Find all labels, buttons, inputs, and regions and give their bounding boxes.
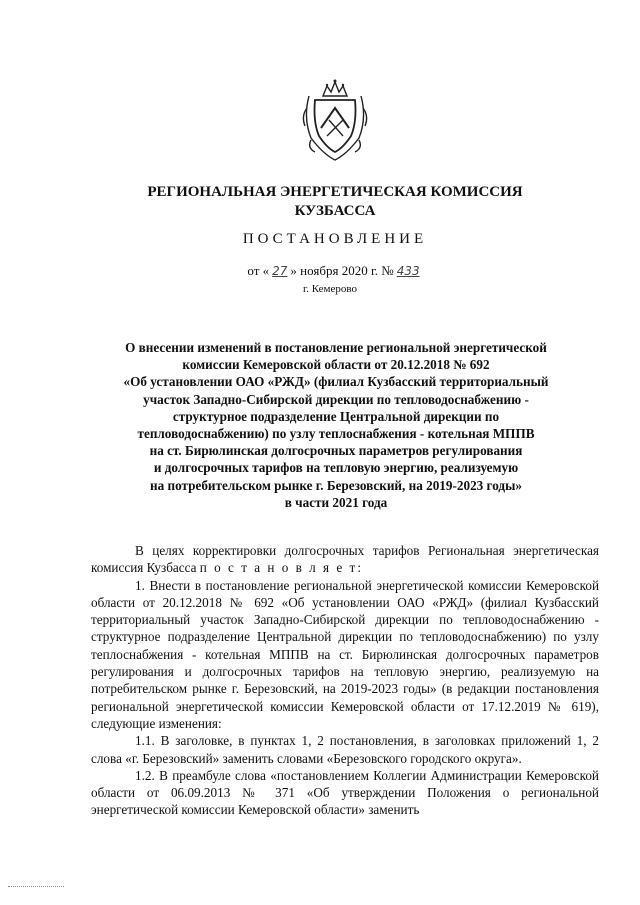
- item-1-2-paragraph: 1.2. В преамбуле слова «постановлением Коллегии Администрации Кемеровской области от 06.09.2013 № 371 «Об утверждении Положения о региональной энергетической комиссии Кемеровской области» заменить: [91, 767, 599, 818]
- title-line: О внесении изменений в постановление региональной энергетической: [125, 340, 547, 355]
- city: г. Кемерово: [302, 283, 358, 295]
- date-mid: » ноября 2020 г. №: [290, 263, 394, 278]
- document-type: ПОСТАНОВЛЕНИЕ: [242, 231, 428, 247]
- organization-name-line2: КУЗБАССА: [294, 203, 376, 219]
- item-1-1-paragraph: 1.1. В заголовке, в пунктах 1, 2 постановления, в заголовках приложений 1, 2 слова «г. Березовский» заменить словами «Березовского городского округа».: [91, 733, 599, 766]
- title-line: на ст. Бирюлинская долгосрочных параметров регулирования: [149, 443, 523, 459]
- date-prefix: от «: [247, 263, 270, 278]
- organization-name-line1: РЕГИОНАЛЬНАЯ ЭНЕРГЕТИЧЕСКАЯ КОМИССИЯ: [147, 184, 523, 200]
- document-body: [91, 542, 599, 819]
- preamble-resolves: п о с т а н о в л я е т:: [199, 560, 363, 576]
- title-line: участок Западно-Сибирской дирекции по тепловодоснабжению -: [143, 391, 529, 407]
- item-1-paragraph: 1. Внести в постановление региональной энергетической комиссии Кемеровской области от 20.12.2018 № 692 «Об установлении ОАО «РЖД» (филиал Кузбасский территориальный участок Западно-Сибирской дирекции по тепловодоснабжению - структурное подразделение Центральной дирекции по тепловодоснабжению) по узлу теплоснабжения - котельная МППВ на ст. Бирюлинская долгосрочных параметров регулирования и долгосрочных тарифов на тепловую энергию, реализуемую на потребительском рынке г. Березовский, на 2019-2023 годы» (в редакции постановления региональной энергетической комиссии Кемеровской области от 17.12.2019 № 619), следующие изменения:: [91, 577, 599, 731]
- document-number-handwritten: 433: [396, 264, 420, 278]
- title-line: на потребительском рынке г. Березовский, на 2019-2023 годы»: [149, 477, 522, 493]
- preamble-text: В целях корректировки долгосрочных тарифов Региональная энергетическая комиссия Кузбасса: [91, 543, 599, 576]
- title-line: «Об установлении ОАО «РЖД» (филиал Кузбасский территориальный: [123, 374, 549, 390]
- footer-mark: [8, 886, 64, 889]
- title-line: в части 2021 года: [284, 494, 388, 510]
- date-line: [100, 263, 570, 279]
- title-line: и долгосрочных тарифов на тепловую энергию, реализуемую: [153, 460, 519, 476]
- title-line: тепловодоснабжению) по узлу теплоснабжения - котельная МППВ: [137, 426, 535, 442]
- preamble-paragraph: [91, 542, 599, 577]
- document-title: [88, 339, 584, 511]
- title-line: комиссии Кемеровской области от 20.12.2018 № 692: [182, 357, 490, 373]
- title-line: структурное подразделение Центральной дирекции по: [172, 408, 500, 424]
- date-day-handwritten: 27: [272, 264, 288, 278]
- organization-name: [100, 183, 570, 221]
- coat-of-arms-icon: [299, 78, 371, 162]
